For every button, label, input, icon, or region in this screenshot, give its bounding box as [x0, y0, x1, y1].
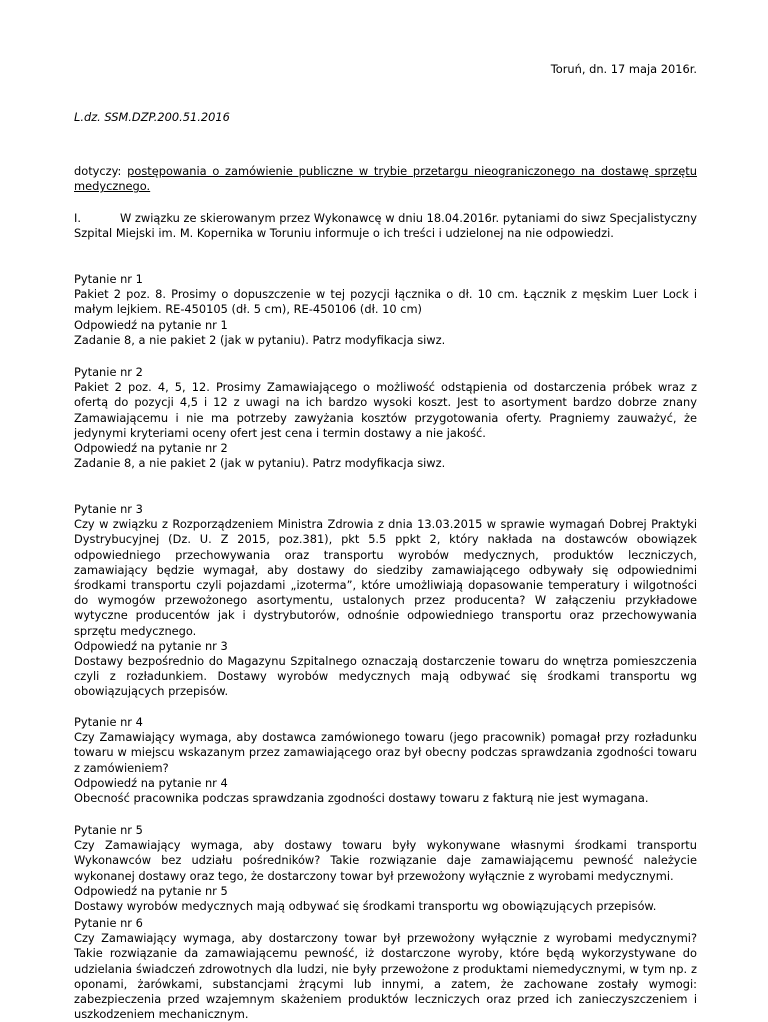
question-block-5: [74, 823, 697, 914]
answer-text: Dostawy wyrobów medycznych mają odbywać się środkami transportu wg obowiązujących przepisów.: [74, 899, 657, 914]
question-block-4: [74, 715, 697, 806]
question-block-2: [74, 365, 697, 471]
answer-text: Dostawy bezpośrednio do Magazynu Szpitalnego oznaczają dostarczenie towaru do wnętrza pomieszczenia czyli z rozładunkiem. Dostawy wyrobów medycznych mają odbywać się środkami transportu wg obowiązujących przepisów.: [74, 654, 697, 699]
question-text: Czy Zamawiający wymaga, aby dostarczony towar był przewożony wyłącznie z wyrobami medycznymi? Takie rozwiązanie da zamawiającemu pewność, iż dostarczone wyroby, które będą wykorzystywane do udzielania świadczeń zdrowotnych dla ludzi, nie były przewożone z produktami niemedycznymi, w tym np. z oponami, żarówkami, substancjami żrącymi lub innymi, a zatem, że zachowane zostały wymogi: zabezpieczenia przed wzajemnym skażeniem produktów leczniczych oraz przed ich zanieczyszczeniem i uszkodzeniem mechanicznym.: [74, 931, 697, 1022]
question-label: Pytanie nr 1: [74, 272, 143, 286]
question-block-3: [74, 502, 697, 700]
subject-prefix: dotyczy:: [74, 164, 128, 178]
answer-text: Zadanie 8, a nie pakiet 2 (jak w pytaniu). Patrz modyfikacja siwz.: [74, 332, 446, 347]
subject-text: postępowania o zamówienie publiczne w trybie przetargu nieograniczonego na dostawę sprzętu medycznego.: [74, 164, 697, 194]
answer-text: Obecność pracownika podczas sprawdzania zgodności dostawy towaru z fakturą nie jest wymagana.: [74, 791, 649, 806]
intro-paragraph: [74, 211, 697, 241]
answer-label: Odpowiedź na pytanie nr 2: [74, 441, 228, 456]
intro-text: W związku ze skierowanym przez Wykonawcę w dniu 18.04.2016r. pytaniami do siwz Specjalistyczny Szpital Miejski im. M. Kopernika w Toruniu informuje o ich treści i udzielonej na nie odpowiedzi.: [74, 211, 697, 241]
question-label: Pytanie nr 3: [74, 502, 143, 516]
answer-label: Odpowiedź na pytanie nr 1: [74, 317, 228, 332]
answer-label: Odpowiedź na pytanie nr 3: [74, 638, 228, 653]
document-date: Toruń, dn. 17 maja 2016r.: [550, 62, 697, 76]
question-label: Pytanie nr 2: [74, 365, 143, 379]
question-label: Pytanie nr 5: [74, 823, 143, 837]
answer-text: Zadanie 8, a nie pakiet 2 (jak w pytaniu). Patrz modyfikacja siwz.: [74, 456, 446, 471]
question-block-6: [74, 916, 697, 1022]
question-text: Czy w związku z Rozporządzeniem Ministra Zdrowia z dnia 13.03.2015 w sprawie wymagań Dobrej Praktyki Dystrybucyjnej (Dz. U. Z 2015, poz.381), pkt 5.5 ppkt 2, który nakłada na dostawców obowiązek odpowiedniego przechowywania oraz transportu wyrobów medycznych, produktów leczniczych, zamawiający będzie wymagał, aby dostawy do siedziby zamawiającego odbywały się odpowiednimi środkami transportu czyli pojazdami „izoterma”, które umożliwiają dopasowanie temperatury i wilgotności do wymogów przewożonego asortymentu, ustalonych przez producenta? W załączeniu przykładowe wytyczne producentów jak i dystrybutorów, odnośnie odpowiedniego transportu oraz przechowywania sprzętu medycznego.: [74, 517, 697, 638]
question-text: Czy Zamawiający wymaga, aby dostawca zamówionego towaru (jego pracownik) pomagał przy rozładunku towaru w miejscu wskazanym przez zamawiającego oraz był obecny podczas sprawdzania zgodności towaru z zamówieniem?: [74, 730, 697, 775]
answer-label: Odpowiedź na pytanie nr 4: [74, 775, 228, 790]
question-label: Pytanie nr 6: [74, 916, 143, 930]
question-block-1: [74, 272, 697, 348]
question-text: Pakiet 2 poz. 4, 5, 12. Prosimy Zamawiającego o możliwość odstąpienia od dostarczenia próbek wraz z ofertą do pozycji 4,5 i 12 z uwagi na ich bardzo wysoki koszt. Jest to asortyment bardzo dobrze znany Zamawiającemu i nie ma potrzeby zawyżania kosztów przygotowania oferty. Pragniemy zauważyć, że jedynymi kryteriami oceny ofert jest cena i termin dostawy a nie jakość.: [74, 380, 697, 440]
subject-paragraph: [74, 164, 697, 194]
reference-number: L.dz. SSM.DZP.200.51.2016: [74, 110, 230, 124]
question-text: Czy Zamawiający wymaga, aby dostawy towaru były wykonywane własnymi środkami transportu Wykonawców bez udziału pośredników? Takie rozwiązanie daje zamawiającemu pewność należycie wykonanej dostawy oraz tego, że dostarczony towar był przewożony wyłącznie z wyrobami medycznymi.: [74, 838, 697, 883]
question-text: Pakiet 2 poz. 8. Prosimy o dopuszczenie w tej pozycji łącznika o dł. 10 cm. Łącznik z męskim Luer Lock i małym lejkiem. RE-450105 (dł. 5 cm), RE-450106 (dł. 10 cm): [74, 287, 697, 317]
intro-number: I.: [74, 211, 81, 225]
answer-label: Odpowiedź na pytanie nr 5: [74, 883, 228, 898]
question-label: Pytanie nr 4: [74, 715, 143, 729]
